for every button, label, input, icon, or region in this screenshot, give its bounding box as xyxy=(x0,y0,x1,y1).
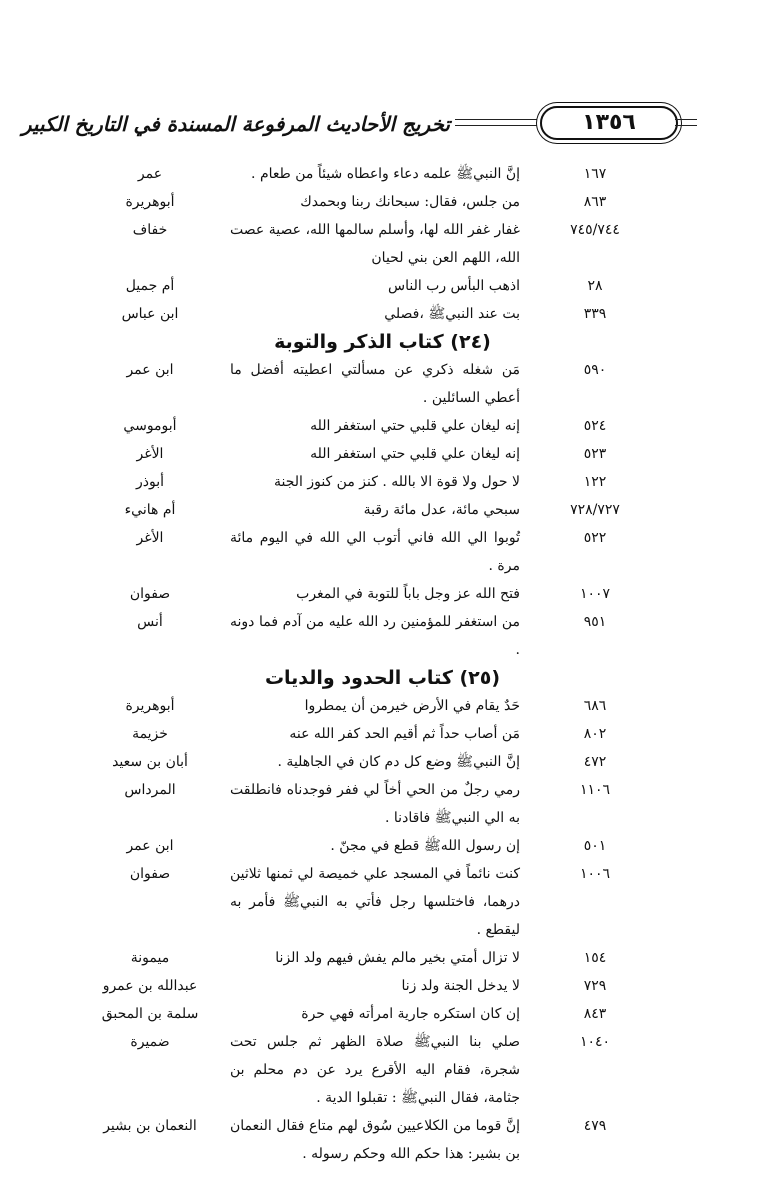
index-row xyxy=(0,972,765,1000)
hadith-number: ١٢٢ xyxy=(583,474,607,490)
index-row xyxy=(0,776,765,832)
hadith-number: ١٦٧ xyxy=(583,166,607,182)
hadith-number: ٥٩٠ xyxy=(583,362,607,378)
index-row xyxy=(0,356,765,412)
hadith-number: ٥٢٣ xyxy=(583,446,607,462)
hadith-number: ٨٤٣ xyxy=(583,1006,607,1022)
hadith-number: ٧٢٨/٧٢٧ xyxy=(570,502,620,518)
index-row xyxy=(0,860,765,944)
narrator-name: أبوذر xyxy=(135,474,164,490)
narrator-name: ابن عباس xyxy=(121,306,179,322)
index-row xyxy=(0,692,765,720)
hadith-text: إن رسول اللهﷺ قطع في مجنّ . xyxy=(330,838,520,854)
hadith-number: ١٠٠٦ xyxy=(579,866,611,882)
narrator-name: عبدالله بن عمرو xyxy=(102,978,198,994)
narrator-name: ابن عمر xyxy=(126,838,174,854)
section-heading: (٢٤) كتاب الذكر والتوبة xyxy=(274,331,491,353)
hadith-number: ٧٤٥/٧٤٤ xyxy=(570,222,620,238)
hadith-text: غفار غفر الله لها، وأسلم سالمها الله، عصية عصت الله، اللهم العن بني لحيان xyxy=(230,222,520,266)
hadith-text: رمي رجلٌ من الحي أخاً لي ففر فوجدناه فانطلقت به الي النبيﷺ فاقادنا . xyxy=(230,782,520,826)
narrator-name: أم جميل xyxy=(125,278,175,294)
hadith-text: تُوبوا الي الله فاني أتوب الي الله في اليوم مائة مرة . xyxy=(230,530,520,574)
hadith-text: لا تزال أمتي بخير مالم يفش فيهم ولد الزنا xyxy=(275,950,520,966)
narrator-name: أبان بن سعيد xyxy=(112,754,188,770)
index-row xyxy=(0,272,765,300)
hadith-number: ٥٢٢ xyxy=(583,530,607,546)
index-row xyxy=(0,440,765,468)
narrator-name: صفوان xyxy=(129,866,171,882)
hadith-number: ١١٠٦ xyxy=(579,782,611,798)
narrator-name: المرداس xyxy=(124,782,176,798)
hadith-number: ٨٠٢ xyxy=(583,726,607,742)
narrator-name: أبوهريرة xyxy=(125,698,175,714)
narrator-name: أبوموسي xyxy=(123,418,177,434)
hadith-text: لا حول ولا قوة الا بالله . كنز من كنوز الجنة xyxy=(273,474,520,490)
hadith-text: صلي بنا النبيﷺ صلاة الظهر ثم جلس تحت شجرة، فقام اليه الأقرع يرد عن دم محلم بن جثامة، فقال النبيﷺ : تقبلوا الدية . xyxy=(230,1034,520,1106)
hadith-text: إنه ليغان علي قلبي حتي استغفر الله xyxy=(310,418,520,434)
index-row xyxy=(0,300,765,328)
hadith-text: فتح الله عز وجل باباً للتوبة في المغرب xyxy=(296,586,520,602)
index-row xyxy=(0,832,765,860)
hadith-index-list xyxy=(0,160,765,1168)
hadith-text: مَن أصاب حداً ثم أقيم الحد كفر الله عنه xyxy=(289,726,520,742)
index-row xyxy=(0,188,765,216)
hadith-number: ٩٥١ xyxy=(583,614,607,630)
index-row xyxy=(0,944,765,972)
hadith-number: ٦٨٦ xyxy=(583,698,607,714)
hadith-number: ١٠٠٧ xyxy=(579,586,611,602)
index-row xyxy=(0,608,765,664)
index-row xyxy=(0,720,765,748)
narrator-name: خزيمة xyxy=(132,726,168,742)
hadith-number: ٣٣٩ xyxy=(583,306,607,322)
narrator-name: خفاف xyxy=(132,222,168,238)
hadith-text: من استغفر للمؤمنين رد الله عليه من آدم فما دونه . xyxy=(230,614,520,658)
hadith-number: ١٥٤ xyxy=(583,950,607,966)
header-rule-left xyxy=(455,119,540,126)
hadith-text: إنَّ قوما من الكلاعيين سُوق لهم متاع فقال النعمان بن بشير: هذا حكم الله وحكم رسوله . xyxy=(230,1118,520,1162)
index-row xyxy=(0,160,765,188)
index-row xyxy=(0,496,765,524)
page-header xyxy=(0,95,765,160)
hadith-number: ٢٨ xyxy=(587,278,603,294)
index-row xyxy=(0,1000,765,1028)
hadith-number: ٨٦٣ xyxy=(583,194,607,210)
index-row xyxy=(0,412,765,440)
narrator-name: ميمونة xyxy=(130,950,170,966)
hadith-number: ٥٠١ xyxy=(583,838,607,854)
hadith-text: اذهب البأس رب الناس xyxy=(387,278,520,294)
hadith-number: ٤٧٩ xyxy=(583,1118,607,1134)
section-heading: (٢٥) كتاب الحدود والديات xyxy=(264,667,501,689)
narrator-name: سلمة بن المحبق xyxy=(101,1006,199,1022)
hadith-number: ١٠٤٠ xyxy=(579,1034,611,1050)
hadith-text: مَن شغله ذكري عن مسألتي اعطيته أفضل ما أعطي السائلين . xyxy=(230,362,520,406)
index-row xyxy=(0,1028,765,1112)
hadith-number: ٧٢٩ xyxy=(583,978,607,994)
narrator-name: النعمان بن بشير xyxy=(103,1118,197,1134)
hadith-text: لا يدخل الجنة ولد زنا xyxy=(401,978,520,994)
narrator-name: أم هانيء xyxy=(124,502,176,518)
index-row xyxy=(0,748,765,776)
hadith-text: بت عند النبيﷺ ،فصلي xyxy=(384,306,520,322)
narrator-name: أنس xyxy=(137,614,163,630)
narrator-name: ضميرة xyxy=(130,1034,170,1050)
index-row xyxy=(0,1112,765,1168)
index-row xyxy=(0,216,765,272)
hadith-text: إن كان استكره جارية امرأته فهي حرة xyxy=(301,1006,520,1022)
index-row xyxy=(0,524,765,580)
hadith-text: سبحي مائة، عدل مائة رقبة xyxy=(363,502,520,518)
hadith-text: حَدٌ يقام في الأرض خيرمن أن يمطروا xyxy=(304,698,520,714)
book-title: تخريج الأحاديث المرفوعة المسندة في التاريخ الكبير xyxy=(21,112,450,136)
narrator-name: عمر xyxy=(137,166,163,182)
index-row xyxy=(0,580,765,608)
hadith-text: إنه ليغان علي قلبي حتي استغفر الله xyxy=(310,446,520,462)
hadith-text: إنَّ النبيﷺ وضع كل دم كان في الجاهلية . xyxy=(277,754,520,770)
hadith-text: إنَّ النبيﷺ علمه دعاء واعطاه شيئاً من طعام . xyxy=(251,166,520,182)
page-number: ١٣٥٦ xyxy=(540,106,678,140)
narrator-name: الأغر xyxy=(136,446,164,462)
hadith-text: من جلس، فقال: سبحانك ربنا وبحمدك xyxy=(300,194,520,210)
narrator-name: ابن عمر xyxy=(126,362,174,378)
narrator-name: أبوهريرة xyxy=(125,194,175,210)
narrator-name: الأغر xyxy=(136,530,164,546)
index-row xyxy=(0,468,765,496)
narrator-name: صفوان xyxy=(129,586,171,602)
hadith-number: ٤٧٢ xyxy=(583,754,607,770)
header-rule-right xyxy=(675,119,697,126)
hadith-text: كنت نائماً في المسجد علي خميصة لي ثمنها ثلاثين درهما، فاختلسها رجل فأتي به النبيﷺ فأمر به ليقطع . xyxy=(230,866,520,938)
hadith-number: ٥٢٤ xyxy=(583,418,607,434)
